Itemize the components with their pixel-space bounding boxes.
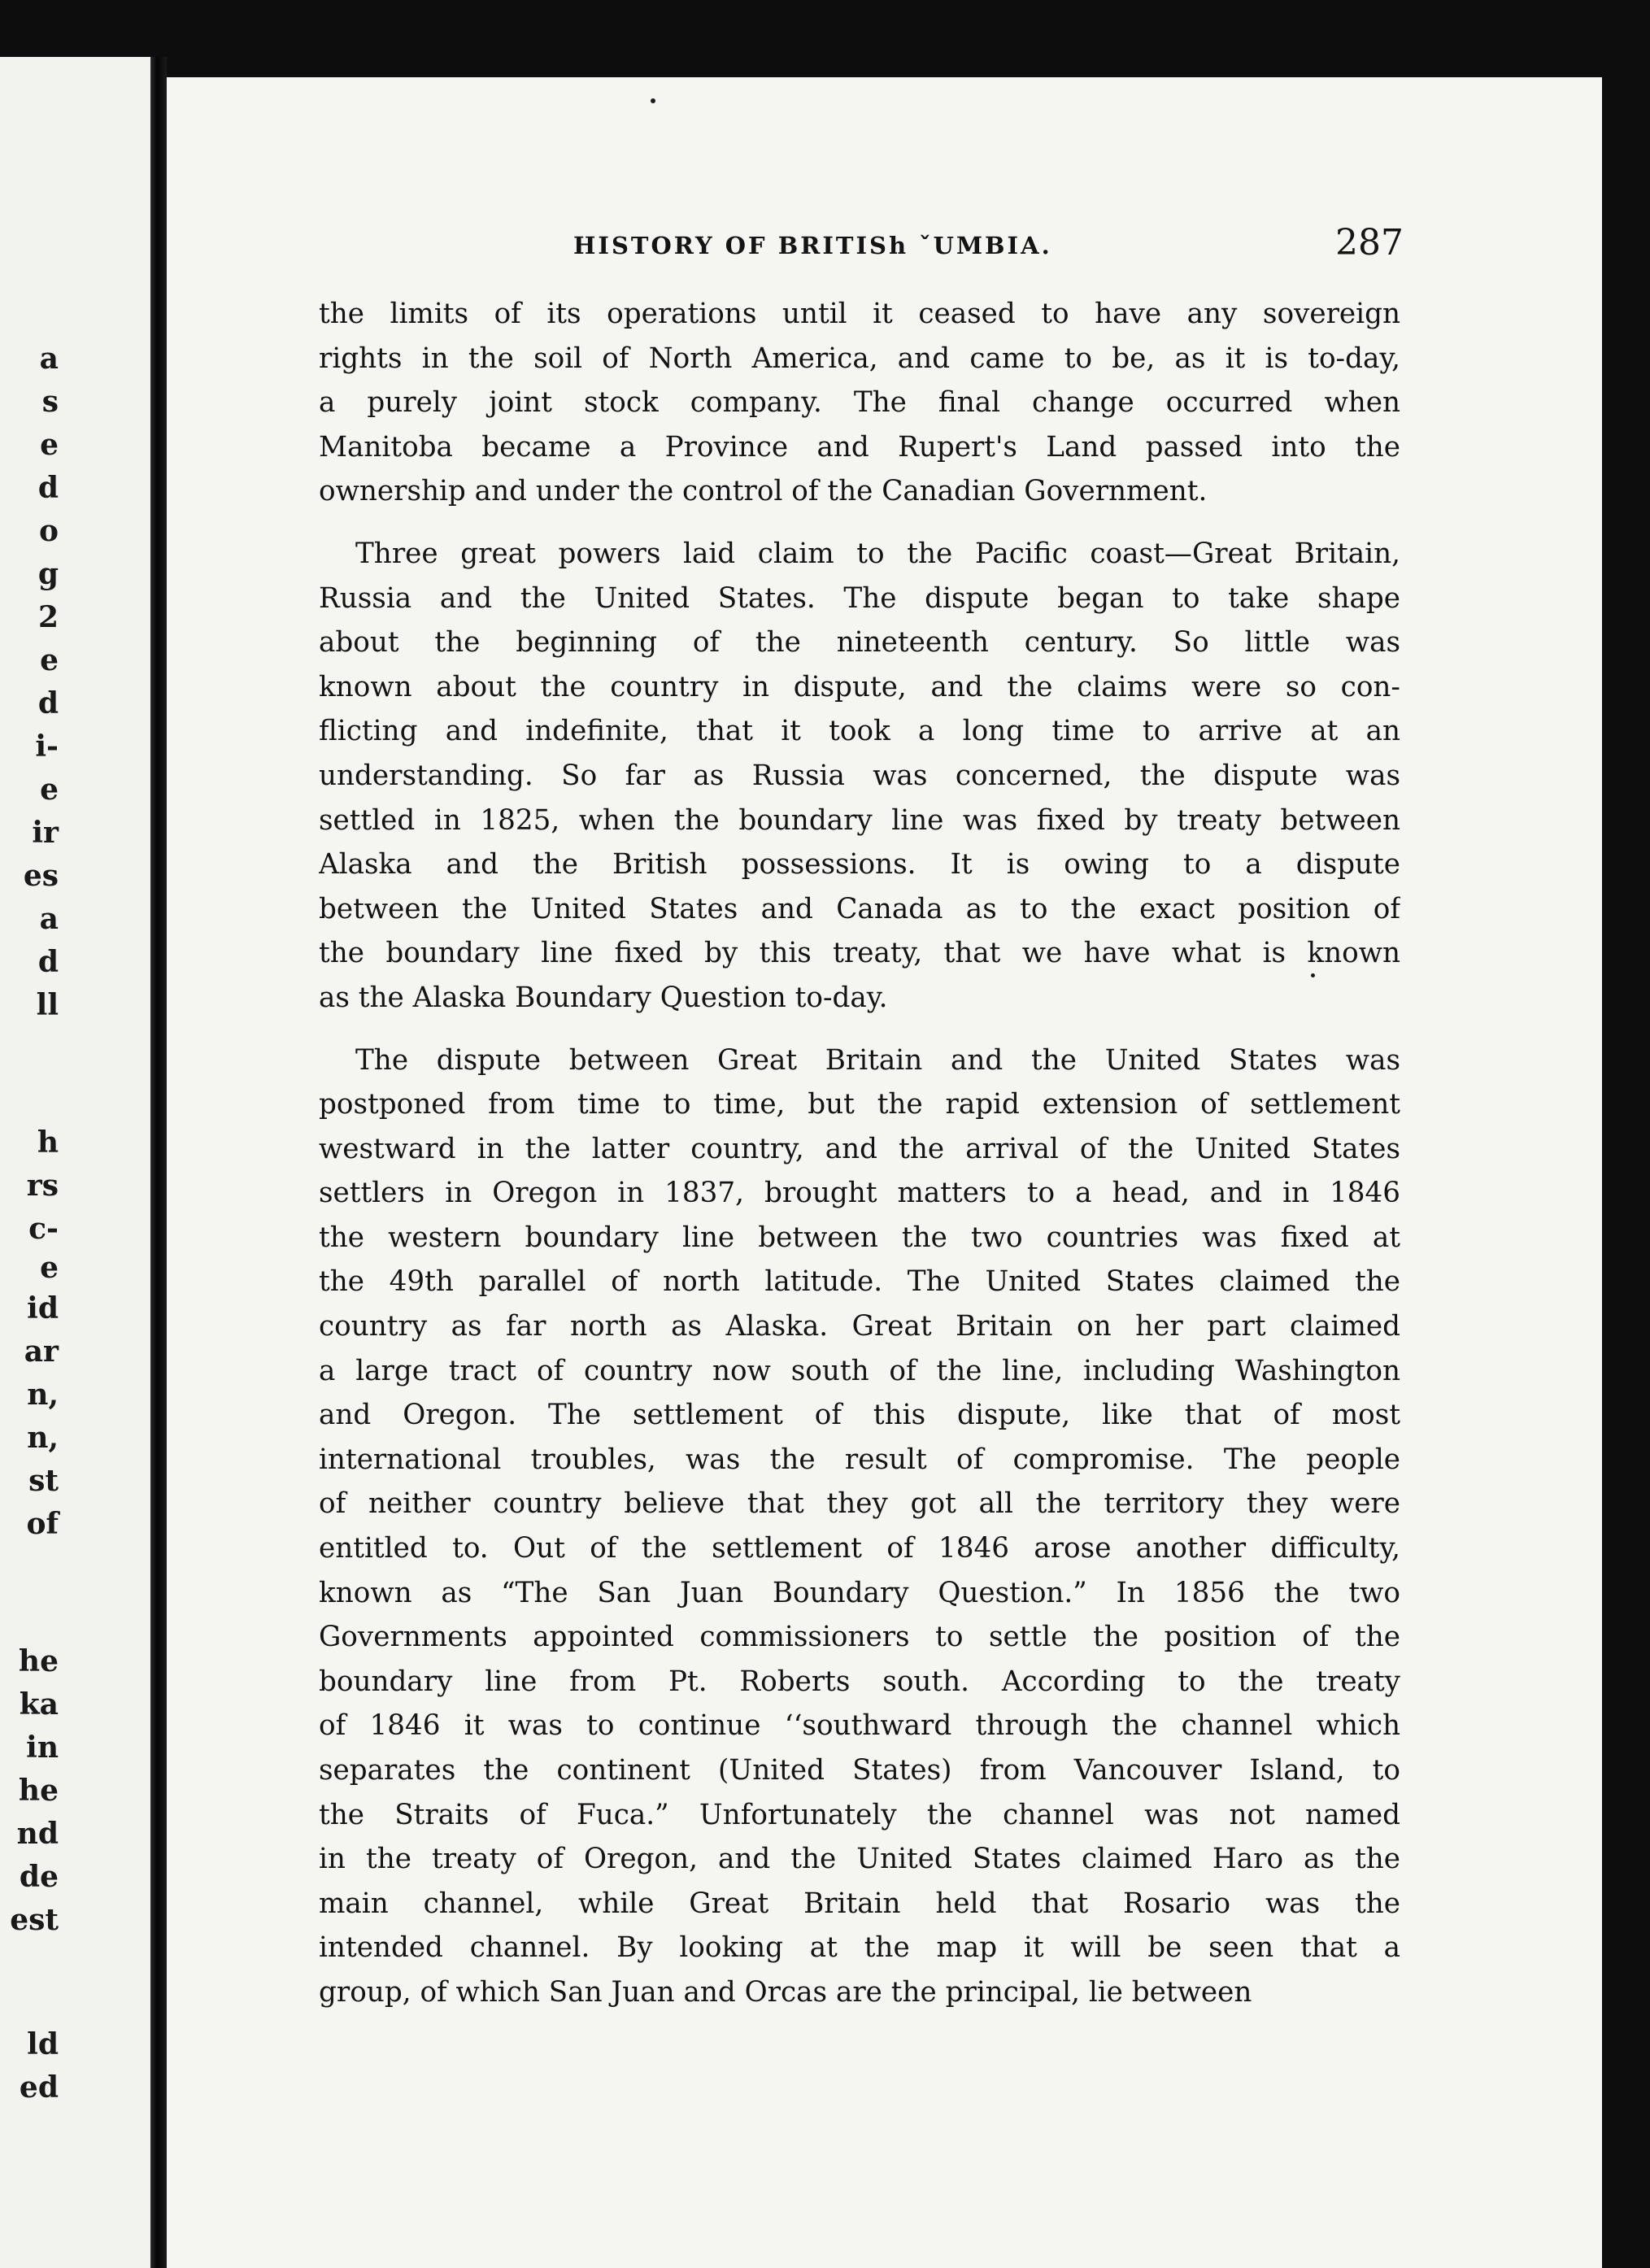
- left-page-fragment: 2: [37, 600, 59, 634]
- text-line: and Oregon. The settlement of this dispute, like that of most: [319, 1399, 1400, 1432]
- left-page-fragment: nd: [16, 1817, 59, 1851]
- text-line: a purely joint stock company. The final change occurred when: [319, 386, 1400, 420]
- text-line: settlers in Oregon in 1837, brought matters to a head, and in 1846: [319, 1177, 1400, 1210]
- text-line: westward in the latter country, and the arrival of the United States: [319, 1132, 1400, 1165]
- book-gutter: [150, 57, 167, 2268]
- left-page-fragment: ir: [32, 816, 59, 850]
- text-line: Russia and the United States. The dispute began to take shape: [319, 581, 1400, 615]
- text-line: of neither country believe that they got all the territory they were: [319, 1487, 1400, 1521]
- paragraph: [319, 532, 1400, 1021]
- left-page-fragment: est: [10, 1903, 59, 1937]
- left-page-fragment: he: [18, 1644, 59, 1678]
- left-page-fragment: id: [27, 1291, 59, 1326]
- text-line: of 1846 it was to continue ‘‘southward through the channel which: [319, 1709, 1400, 1743]
- left-page-fragment: in: [26, 1730, 59, 1765]
- text-line: between the United States and Canada as to the exact position of: [319, 892, 1400, 925]
- page-number: 287: [1335, 222, 1404, 263]
- left-page-fragment: he: [18, 1774, 59, 1808]
- left-page-fragment: de: [19, 1860, 59, 1894]
- text-line: group, of which San Juan and Orcas are the principal, lie between: [319, 1975, 1252, 2009]
- text-line: flicting and indefinite, that it took a long time to arrive at an: [319, 715, 1400, 748]
- left-page-fragment: es: [23, 859, 59, 893]
- text-line: Alaska and the British possessions. It is owing to a dispute: [319, 848, 1400, 882]
- text-line: the limits of its operations until it ceased to have any sovereign: [319, 298, 1400, 330]
- text-line: a large tract of country now south of the line, including Washington: [319, 1354, 1400, 1387]
- left-page-fragment: st: [28, 1464, 59, 1498]
- left-page-fragment: d: [37, 945, 59, 979]
- book-page: [167, 77, 1602, 2268]
- text-line: boundary line from Pt. Roberts south. According to the treaty: [319, 1665, 1400, 1698]
- text-line: Manitoba became a Province and Rupert's Land passed into the: [319, 430, 1400, 464]
- left-page-fragment: ka: [19, 1687, 59, 1722]
- text-line: as the Alaska Boundary Question to-day.: [319, 981, 888, 1014]
- text-line: main channel, while Great Britain held that Rosario was the: [319, 1887, 1400, 1920]
- text-line: in the treaty of Oregon, and the United States claimed Haro as the: [319, 1843, 1400, 1876]
- left-page-fragment: ar: [24, 1334, 59, 1369]
- left-page-fragment: a: [39, 342, 59, 376]
- text-line: postponed from time to time, but the rapid extension of settlement: [319, 1088, 1400, 1121]
- body-text: [319, 292, 1400, 2015]
- ink-speck: [1311, 973, 1315, 977]
- text-line: ownership and under the control of the Canadian Government.: [319, 475, 1208, 508]
- running-head: HISTORY OF BRITISh ˇUMBIA.: [573, 232, 1052, 259]
- paragraph: [319, 292, 1400, 514]
- text-line: international troubles, was the result of compromise. The people: [319, 1443, 1400, 1476]
- left-page-fragment: rs: [26, 1169, 59, 1203]
- left-page-edge: [0, 57, 150, 2268]
- left-page-fragment: g: [37, 557, 59, 591]
- text-line: known as “The San Juan Boundary Question.” In 1856 the two: [319, 1576, 1400, 1609]
- left-page-fragment: s: [41, 385, 59, 419]
- left-page-fragment: d: [37, 686, 59, 720]
- text-line: about the beginning of the nineteenth century. So little was: [319, 626, 1400, 660]
- paragraph: [319, 1038, 1400, 2015]
- left-page-fragment: a: [39, 902, 59, 936]
- left-page-fragment: of: [26, 1507, 59, 1541]
- text-line: intended channel. By looking at the map it will be seen that a: [319, 1931, 1400, 1965]
- text-line: The dispute between Great Britain and the United States was: [355, 1043, 1400, 1077]
- left-page-fragment: n,: [27, 1378, 59, 1412]
- text-line: the 49th parallel of north latitude. The United States claimed the: [319, 1265, 1400, 1299]
- page-header: [167, 215, 1602, 272]
- text-line: the boundary line fixed by this treaty, that we have what is known: [319, 937, 1400, 970]
- text-line: entitled to. Out of the settlement of 1846 arose another difficulty,: [319, 1532, 1400, 1565]
- left-page-fragment: n,: [27, 1421, 59, 1455]
- left-page-fragment: i-: [35, 729, 59, 764]
- text-line: Three great powers laid claim to the Pacific coast—Great Britain,: [355, 537, 1400, 570]
- text-line: country as far north as Alaska. Great Britain on her part claimed: [319, 1310, 1400, 1343]
- left-page-fragment: o: [38, 514, 59, 548]
- text-line: settled in 1825, when the boundary line was fixed by treaty between: [319, 803, 1400, 837]
- text-line: Governments appointed commissioners to settle the position of the: [319, 1621, 1400, 1654]
- left-page-fragment: c-: [28, 1212, 59, 1246]
- left-page-fragment: e: [40, 773, 59, 807]
- left-page-fragment: h: [37, 1125, 59, 1160]
- ink-speck: [651, 98, 655, 103]
- left-page-fragment: ld: [27, 2027, 59, 2061]
- text-line: the Straits of Fuca.” Unfortunately the channel was not named: [319, 1798, 1400, 1831]
- left-page-fragment: e: [40, 1251, 59, 1285]
- text-line: separates the continent (United States) from Vancouver Island, to: [319, 1754, 1400, 1787]
- left-page-fragment: ll: [36, 988, 59, 1022]
- text-line: understanding. So far as Russia was concerned, the dispute was: [319, 759, 1400, 792]
- left-page-fragment: d: [37, 471, 59, 505]
- left-page-fragment: ed: [19, 2070, 59, 2105]
- left-page-fragment: e: [40, 428, 59, 462]
- text-line: rights in the soil of North America, and came to be, as it is to-day,: [319, 342, 1400, 375]
- left-page-fragment: e: [40, 643, 59, 677]
- text-line: the western boundary line between the two countries was fixed at: [319, 1221, 1400, 1254]
- text-line: known about the country in dispute, and the claims were so con-: [319, 670, 1400, 703]
